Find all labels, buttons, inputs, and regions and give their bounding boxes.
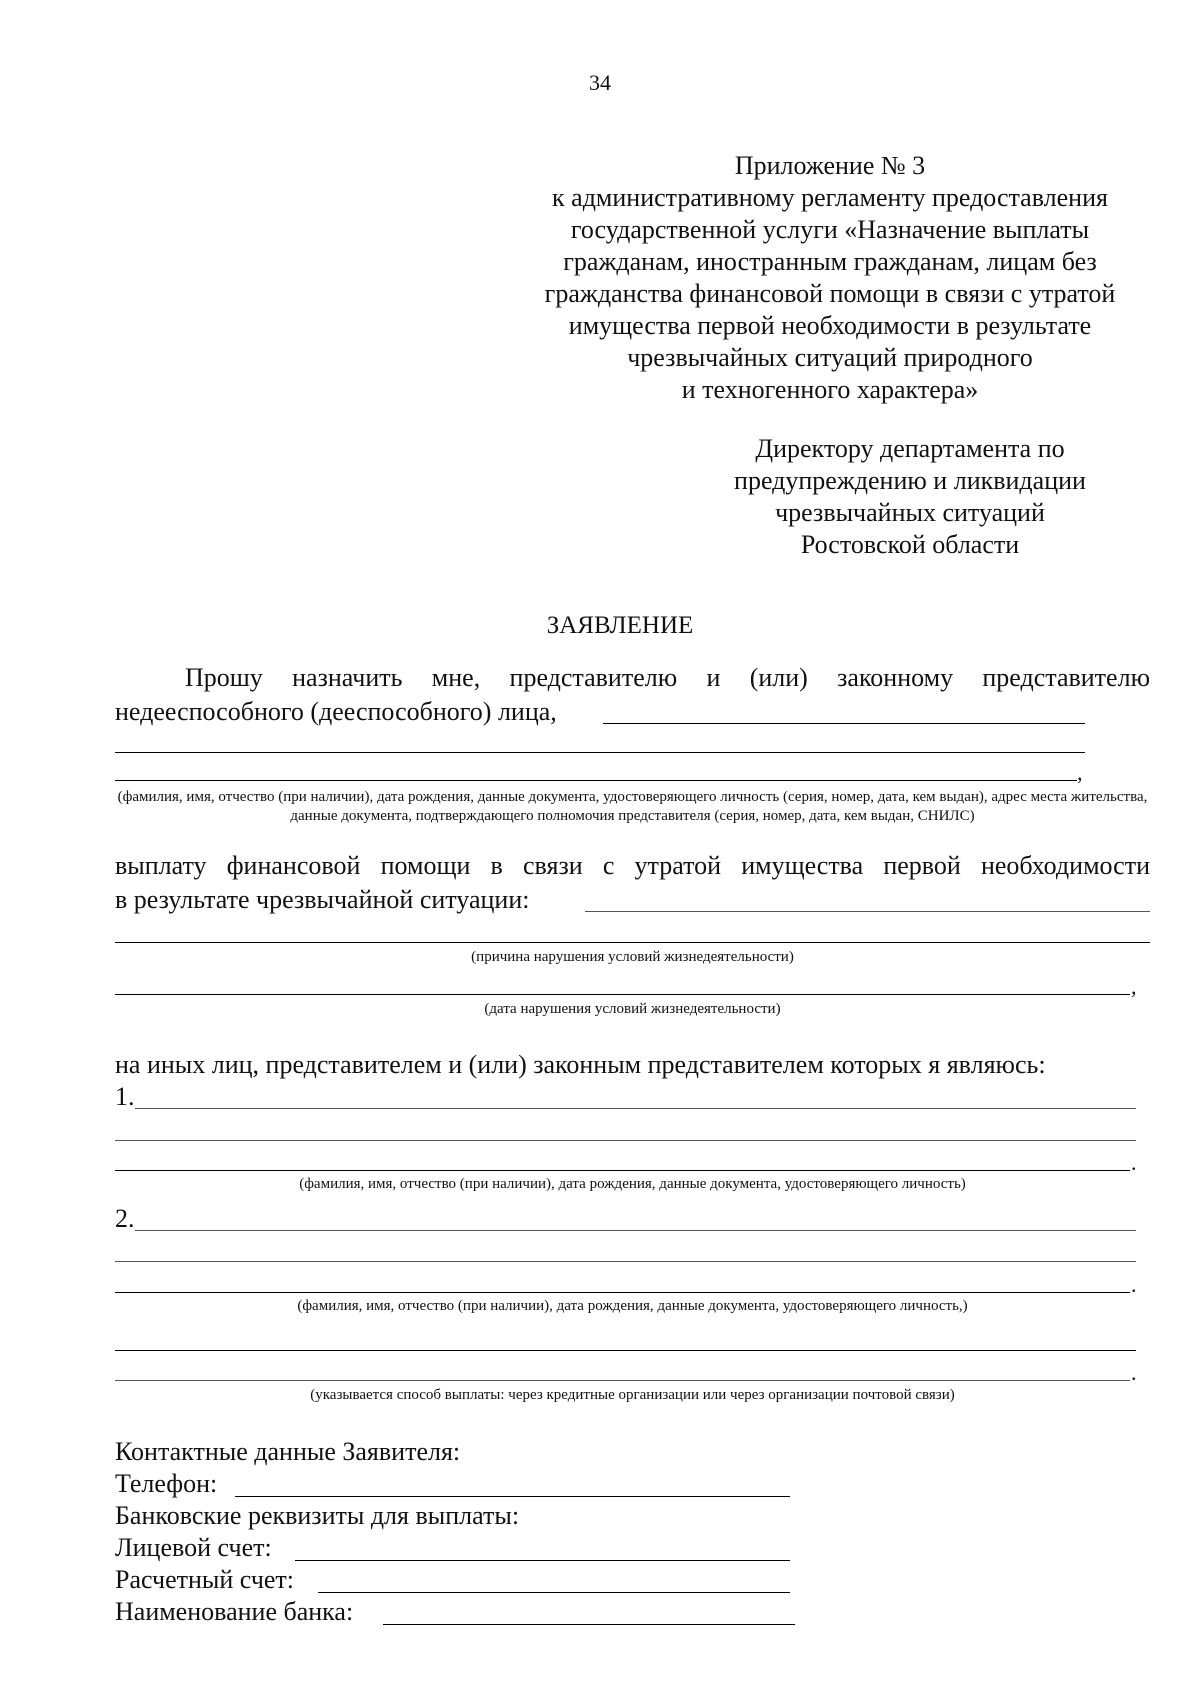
payment-method-field-line[interactable] — [115, 1380, 1130, 1381]
appendix-line: имущества первой необходимости в результате — [568, 311, 1092, 340]
date-field-line[interactable] — [115, 994, 1130, 995]
addressee-block — [680, 433, 1140, 561]
payment-line-1: выплату финансовой помощи в связи с утратой имущества первой необходимости — [115, 851, 1150, 880]
personal-account-field-line[interactable] — [295, 1560, 790, 1561]
request-line-1: Прошу назначить мне, представителю и (или) законному представителю — [185, 663, 1150, 692]
applicant-field-line[interactable] — [115, 780, 1077, 781]
phone-label: Телефон: — [115, 1469, 218, 1498]
period-mark: . — [1131, 1272, 1137, 1297]
reason-caption: (причина нарушения условий жизнедеятельности) — [471, 949, 794, 965]
appendix-line: Приложение № 3 — [734, 151, 926, 180]
appendix-line: к административному регламенту предоставления — [552, 183, 1108, 212]
appendix-header — [500, 150, 1160, 406]
item-1-number: 1. — [115, 1082, 135, 1111]
comma-mark: , — [1077, 760, 1083, 785]
document-title: ЗАЯВЛЕНИЕ — [546, 612, 694, 639]
appendix-line: чрезвычайных ситуаций природного — [627, 343, 1033, 372]
request-line-2: недееспособного (дееспособного) лица, — [115, 697, 557, 726]
item-2-field-line[interactable] — [135, 1230, 1136, 1231]
page-number: 34 — [589, 70, 611, 95]
payment-line-2: в результате чрезвычайной ситуации: — [115, 885, 530, 914]
reason-field-line[interactable] — [585, 911, 1150, 912]
reason-field-line[interactable] — [115, 942, 1150, 943]
contacts-heading: Контактные данные Заявителя: — [115, 1437, 461, 1466]
item-1-field-line[interactable] — [115, 1140, 1136, 1141]
personal-account-label: Лицевой счет: — [115, 1533, 272, 1562]
phone-field-line[interactable] — [235, 1496, 790, 1497]
item-2-caption: (фамилия, имя, отчество (при наличии), дата рождения, данные документа, удостоверяющего личность,) — [297, 1298, 968, 1314]
settlement-account-field-line[interactable] — [318, 1592, 790, 1593]
addressee-line: предупреждению и ликвидации — [734, 466, 1086, 495]
comma-mark: , — [1131, 974, 1137, 999]
appendix-line: гражданства финансовой помощи в связи с утратой — [544, 279, 1116, 308]
bank-name-label: Наименование банка: — [115, 1597, 354, 1626]
item-2-number: 2. — [115, 1204, 135, 1233]
item-2-field-line[interactable] — [115, 1261, 1136, 1262]
appendix-line: гражданам, иностранным гражданам, лицам без — [563, 247, 1097, 276]
addressee-line: Директору департамента по — [755, 434, 1065, 463]
period-mark: . — [1131, 1150, 1137, 1175]
payment-method-field-line[interactable] — [115, 1350, 1136, 1351]
item-2-field-line[interactable] — [115, 1292, 1130, 1293]
appendix-line: и техногенного характера» — [681, 375, 979, 404]
applicant-caption: (фамилия, имя, отчество (при наличии), дата рождения, данные документа, удостоверяющего личность (серия, номер, дата, кем выдан), адрес места жительства, данные документа, подтверждающего полномочия представителя (серия, номер, дата, кем выдан, СНИЛС) — [117, 789, 1148, 824]
settlement-account-label: Расчетный счет: — [115, 1565, 295, 1594]
item-1-field-line[interactable] — [135, 1108, 1136, 1109]
date-caption: (дата нарушения условий жизнедеятельности) — [484, 1001, 781, 1017]
period-mark: . — [1131, 1360, 1137, 1385]
bank-name-field-line[interactable] — [383, 1624, 795, 1625]
bank-details-heading: Банковские реквизиты для выплаты: — [115, 1501, 520, 1530]
addressee-line: чрезвычайных ситуаций — [775, 498, 1045, 527]
payment-method-caption: (указывается способ выплаты: через кредитные организации или через организации почтовой связи) — [310, 1387, 955, 1403]
others-intro: на иных лиц, представителем и (или) законным представителем которых я являюсь: — [115, 1050, 1046, 1079]
addressee-line: Ростовской области — [800, 530, 1020, 559]
applicant-field-line[interactable] — [603, 723, 1085, 724]
appendix-line: государственной услуги «Назначение выплаты — [570, 215, 1090, 244]
applicant-field-line[interactable] — [115, 752, 1085, 753]
item-1-caption: (фамилия, имя, отчество (при наличии), дата рождения, данные документа, удостоверяющего личность) — [299, 1176, 966, 1192]
item-1-field-line[interactable] — [115, 1170, 1130, 1171]
